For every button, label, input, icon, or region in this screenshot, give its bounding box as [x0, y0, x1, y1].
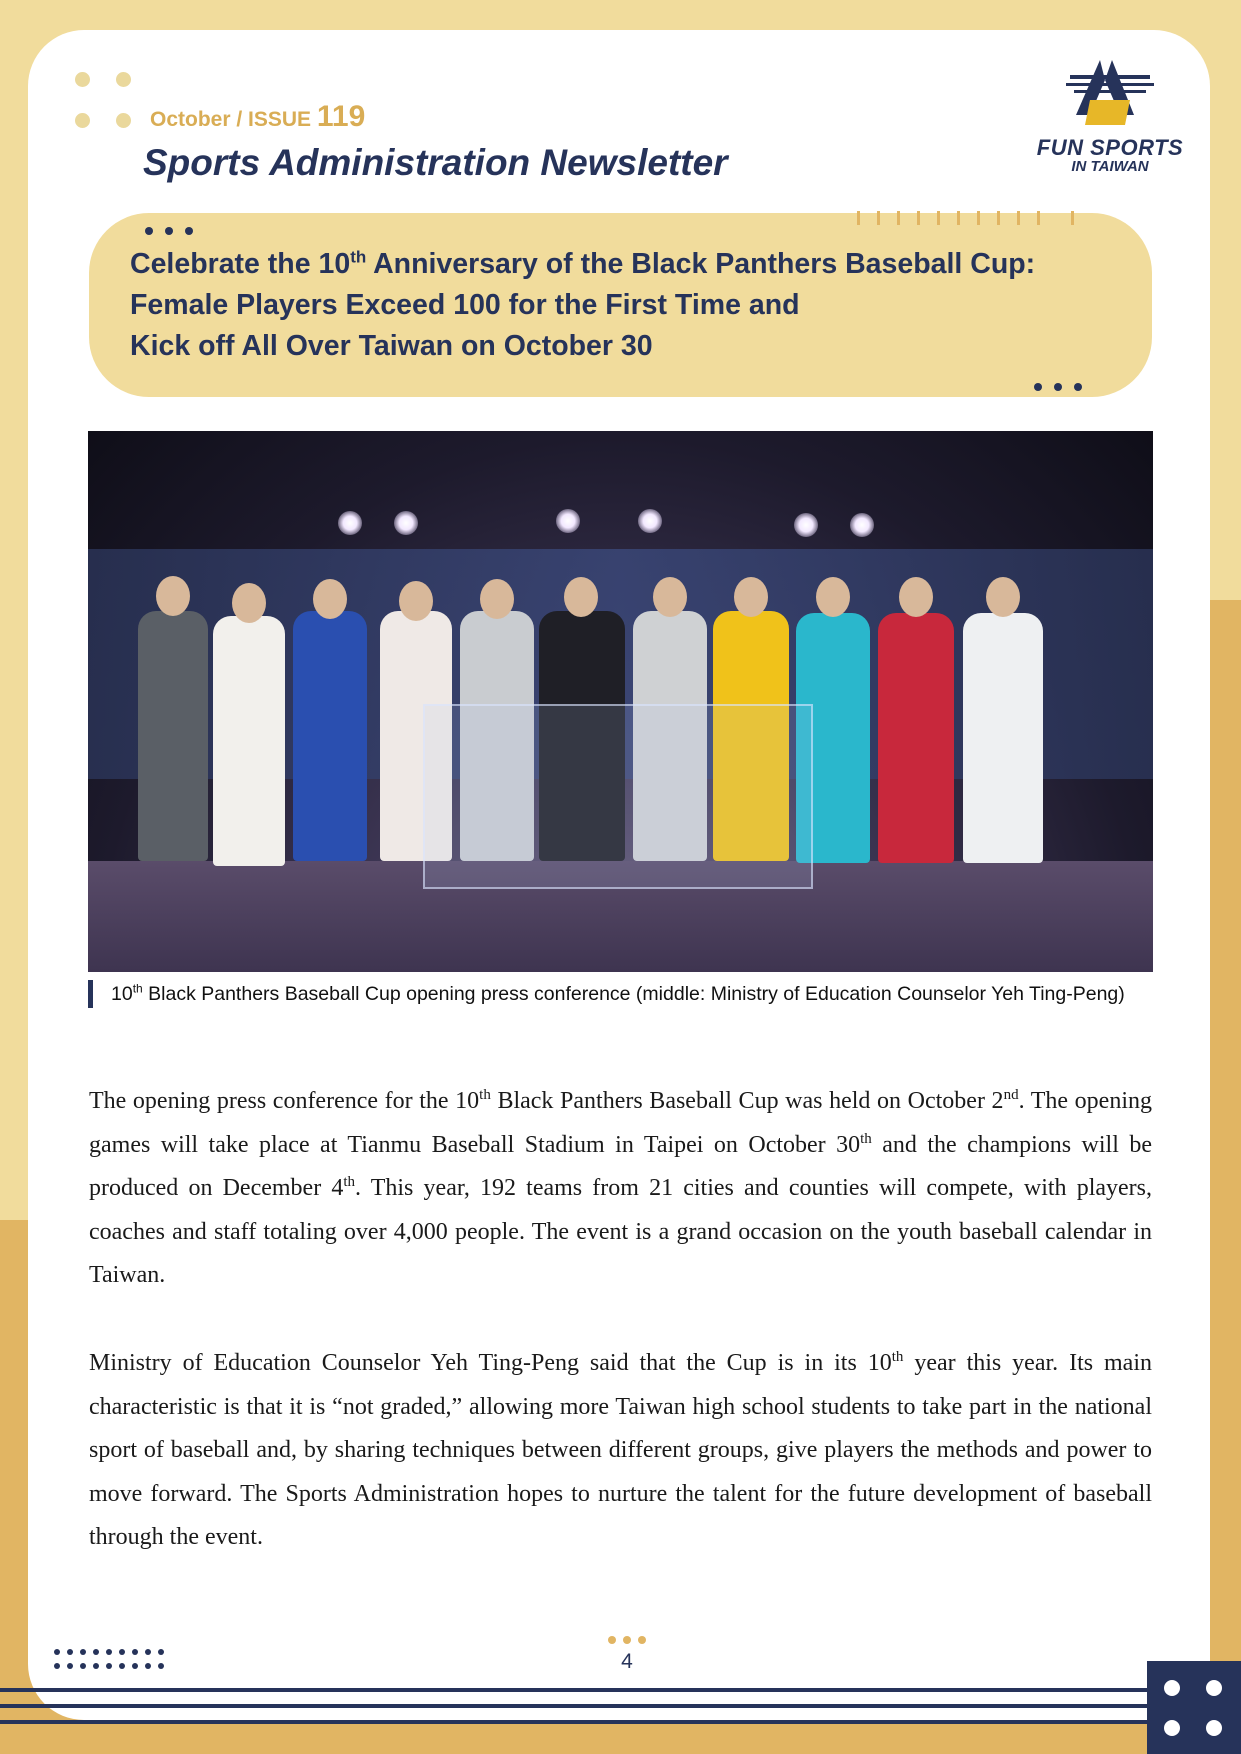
newsletter-title: Sports Administration Newsletter	[143, 142, 728, 183]
article-headline	[130, 244, 1150, 367]
article-paragraph-2: Ministry of Education Counselor Yeh Ting-Peng said that the Cup is in its 10th year this year. Its main characteristic is that it is “not graded,” allowing more Taiwan high school students to take part in the national sport of baseball and, by sharing techniques between different groups, give players the methods and power to move forward. The Sports Administration hopes to nurture the talent for the future development of baseball through the event.	[89, 1349, 1152, 1551]
decorative-ticks	[857, 211, 1077, 225]
issue-month: October / ISSUE	[150, 108, 312, 131]
photo-caption: 10th Black Panthers Baseball Cup opening press conference (middle: Ministry of Education Counselor Yeh Ting-Peng)	[88, 980, 1153, 1008]
article-paragraph-1: The opening press conference for the 10th Black Panthers Baseball Cup was held on October 2nd. The opening games will take place at Tianmu Baseball Stadium in Taipei on October 30th and the champions will be produced on December 4th. This year, 192 teams from 21 cities and counties will compete, with players, coaches and staff totaling over 4,000 people. The event is a grand occasion on the youth baseball calendar in Taiwan.	[89, 1087, 1152, 1289]
headline-line1: Celebrate the 10th Anniversary of the Black Panthers Baseball Cup:	[130, 247, 1036, 280]
logo-text-line2: IN TAIWAN	[1071, 158, 1149, 175]
page-number: 4	[621, 1650, 633, 1673]
headline-line2: Female Players Exceed 100 for the First Time and	[130, 289, 800, 321]
headline-line3: Kick off All Over Taiwan on October 30	[130, 330, 653, 362]
corner-dots-box	[1147, 1661, 1241, 1754]
trophy-podium	[423, 704, 813, 889]
issue-label	[150, 100, 365, 134]
issue-number: 119	[316, 100, 366, 133]
fun-sports-logo	[1030, 55, 1190, 185]
logo-text-line1: FUN SPORTS	[1036, 135, 1184, 160]
runner-star-icon	[1030, 55, 1190, 135]
press-conference-photo	[88, 431, 1153, 972]
